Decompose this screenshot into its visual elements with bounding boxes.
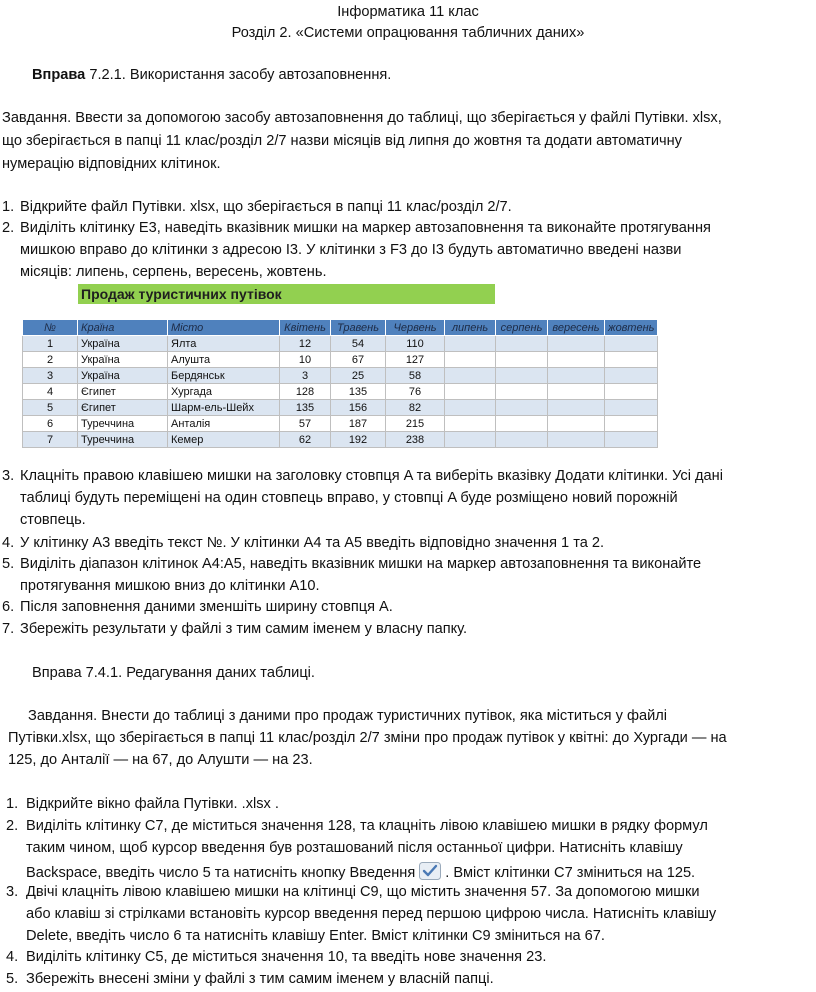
ex1-step-1: 1. Відкрийте файл Путівки. xlsx, що зберігається в папці 11 клас/розділ 2/7. [2, 199, 512, 215]
col-header: вересень [548, 320, 605, 336]
ex1-step-5-line-2: протягування мишкою вниз до клітинки A10. [20, 578, 320, 594]
ex2-step-3-line-3: Delete, введіть число 6 та натисніть клавішу Enter. Вміст клітинки С9 зміниться на 67. [26, 928, 605, 944]
spreadsheet-table [22, 283, 658, 448]
ex2-step-2: 2. Виділіть клітинку С7, де міститься значення 128, та клацніть лівою клавішею мишки в рядку формул [6, 818, 708, 834]
ex2-task-line-1: Завдання. Внести до таблиці з даними про продаж туристичних путівок, яка міститься у файлі [28, 708, 667, 724]
ex2-task-line-2: Путівки.xlsx, що зберігається в папці 11 клас/розділ 2/7 зміни про продаж путівок у квітні: до Хургади — на [8, 730, 727, 746]
ex2-step-3-line-2: або клавіш зі стрілками встановіть курсор введення перед першою цифрою числа. Натисніть клавішу [26, 906, 717, 922]
header-line-2: Розділ 2. «Системи опрацювання табличних даних» [231, 25, 585, 41]
sheet-title: Продаж туристичних путівок [78, 284, 496, 305]
checkmark-icon [419, 862, 441, 880]
col-header: Країна [78, 320, 168, 336]
table-row: 1 Україна Ялта 12 54 110 [23, 336, 658, 352]
ex1-step-2: 2. Виділіть клітинку E3, наведіть вказівник мишки на маркер автозаповнення та виконайте протягування [2, 220, 711, 236]
table-row: 4 Єгипет Хургада 128 135 76 [23, 384, 658, 400]
ex2-step-3: 3. Двічі клацніть лівою клавішею мишки на клітинці С9, що містить значення 57. За допомогою мишки [6, 884, 700, 900]
ex1-step-2-line-3: місяців: липень, серпень, вересень, жовтень. [20, 264, 327, 280]
ex1-step-7: 7. Збережіть результати у файлі з тим самим іменем у власну папку. [2, 621, 468, 637]
sheet-header-row [23, 320, 658, 336]
col-header: жовтень [605, 320, 658, 336]
col-header: липень [445, 320, 496, 336]
ex1-title [32, 67, 391, 83]
ex1-step-4: 4. У клітинку A3 введіть текст №. У клітинки A4 та A5 введіть відповідно значення 1 та 2. [2, 535, 605, 551]
ex2-task-line-3: 125, до Анталії — на 67, до Алушти — на 23. [8, 752, 313, 768]
table-row: 7 Туреччина Кемер 62 192 238 [23, 432, 658, 448]
table-row: 2 Україна Алушта 10 67 127 [23, 352, 658, 368]
ex1-step-2-line-2: мишкою вправо до клітинки з адресою I3. У клітинки з F3 до I3 будуть автоматично введені назви [20, 242, 682, 258]
col-header: Травень [331, 320, 386, 336]
ex1-task-line-3: нумерацію відповідних клітинок. [2, 156, 221, 172]
ex2-step-4: 4. Виділіть клітинку С5, де міститься значення 10, та введіть нове значення 23. [6, 949, 547, 965]
col-header: Квітень [280, 320, 331, 336]
ex1-task-line-2: що зберігається в папці 11 клас/розділ 2/7 назви місяців від липня до жовтня та додати автоматичну [2, 133, 682, 149]
ex2-step-1: 1. Відкрийте вікно файла Путівки. .xlsx . [6, 796, 279, 812]
table-row: 6 Туреччина Анталія 57 187 215 [23, 416, 658, 432]
ex2-step-2-line-2: таким чином, щоб курсор введення був розташований після останньої цифри. Натисніть клавішу [26, 840, 683, 856]
sheet-title-row [23, 284, 658, 305]
ex2-title: Вправа 7.4.1. Редагування даних таблиці. [32, 665, 315, 681]
ex1-step-5: 5. Виділіть діапазон клітинок A4:A5, наведіть вказівник мишки на маркер автозаповнення та виконайте [2, 556, 702, 572]
ex1-task-line-1: Завдання. Ввести за допомогою засобу автозаповнення до таблиці, що зберігається у файлі Путівки. xlsx, [2, 110, 722, 126]
ex1-label-bold: Вправа [32, 67, 86, 83]
ex1-label-rest: 7.2.1. Використання засобу автозаповнення. [85, 67, 392, 83]
ex1-step-3-line-2: таблиці будуть переміщені на один стовпець вправо, у стовпці A буде розміщено новий порожній [20, 490, 678, 506]
ex1-step-3: 3. Клацніть правою клавішею мишки на заголовку стовпця A та виберіть вказівку Додати клітинки. Усі дані [2, 468, 723, 484]
table-row: 5 Єгипет Шарм-ель-Шейх 135 156 82 [23, 400, 658, 416]
ex2-step-2-line-3: Backspace, введіть число 5 та натисніть кнопку Введення . Вміст клітинки С7 зміниться на 125. [26, 862, 695, 881]
table-row: 3 Україна Бердянськ 3 25 58 [23, 368, 658, 384]
col-header: Червень [386, 320, 445, 336]
col-header: № [23, 320, 78, 336]
col-header: серпень [496, 320, 548, 336]
ex1-step-3-line-3: стовпець. [20, 512, 86, 528]
col-header: Місто [168, 320, 280, 336]
header-line-1: Інформатика 11 клас [337, 4, 479, 20]
ex2-step-5: 5. Збережіть внесені зміни у файлі з тим самим іменем у власній папці. [6, 971, 494, 987]
ex1-step-6: 6. Після заповнення даними зменшіть ширину стовпця A. [2, 599, 393, 615]
